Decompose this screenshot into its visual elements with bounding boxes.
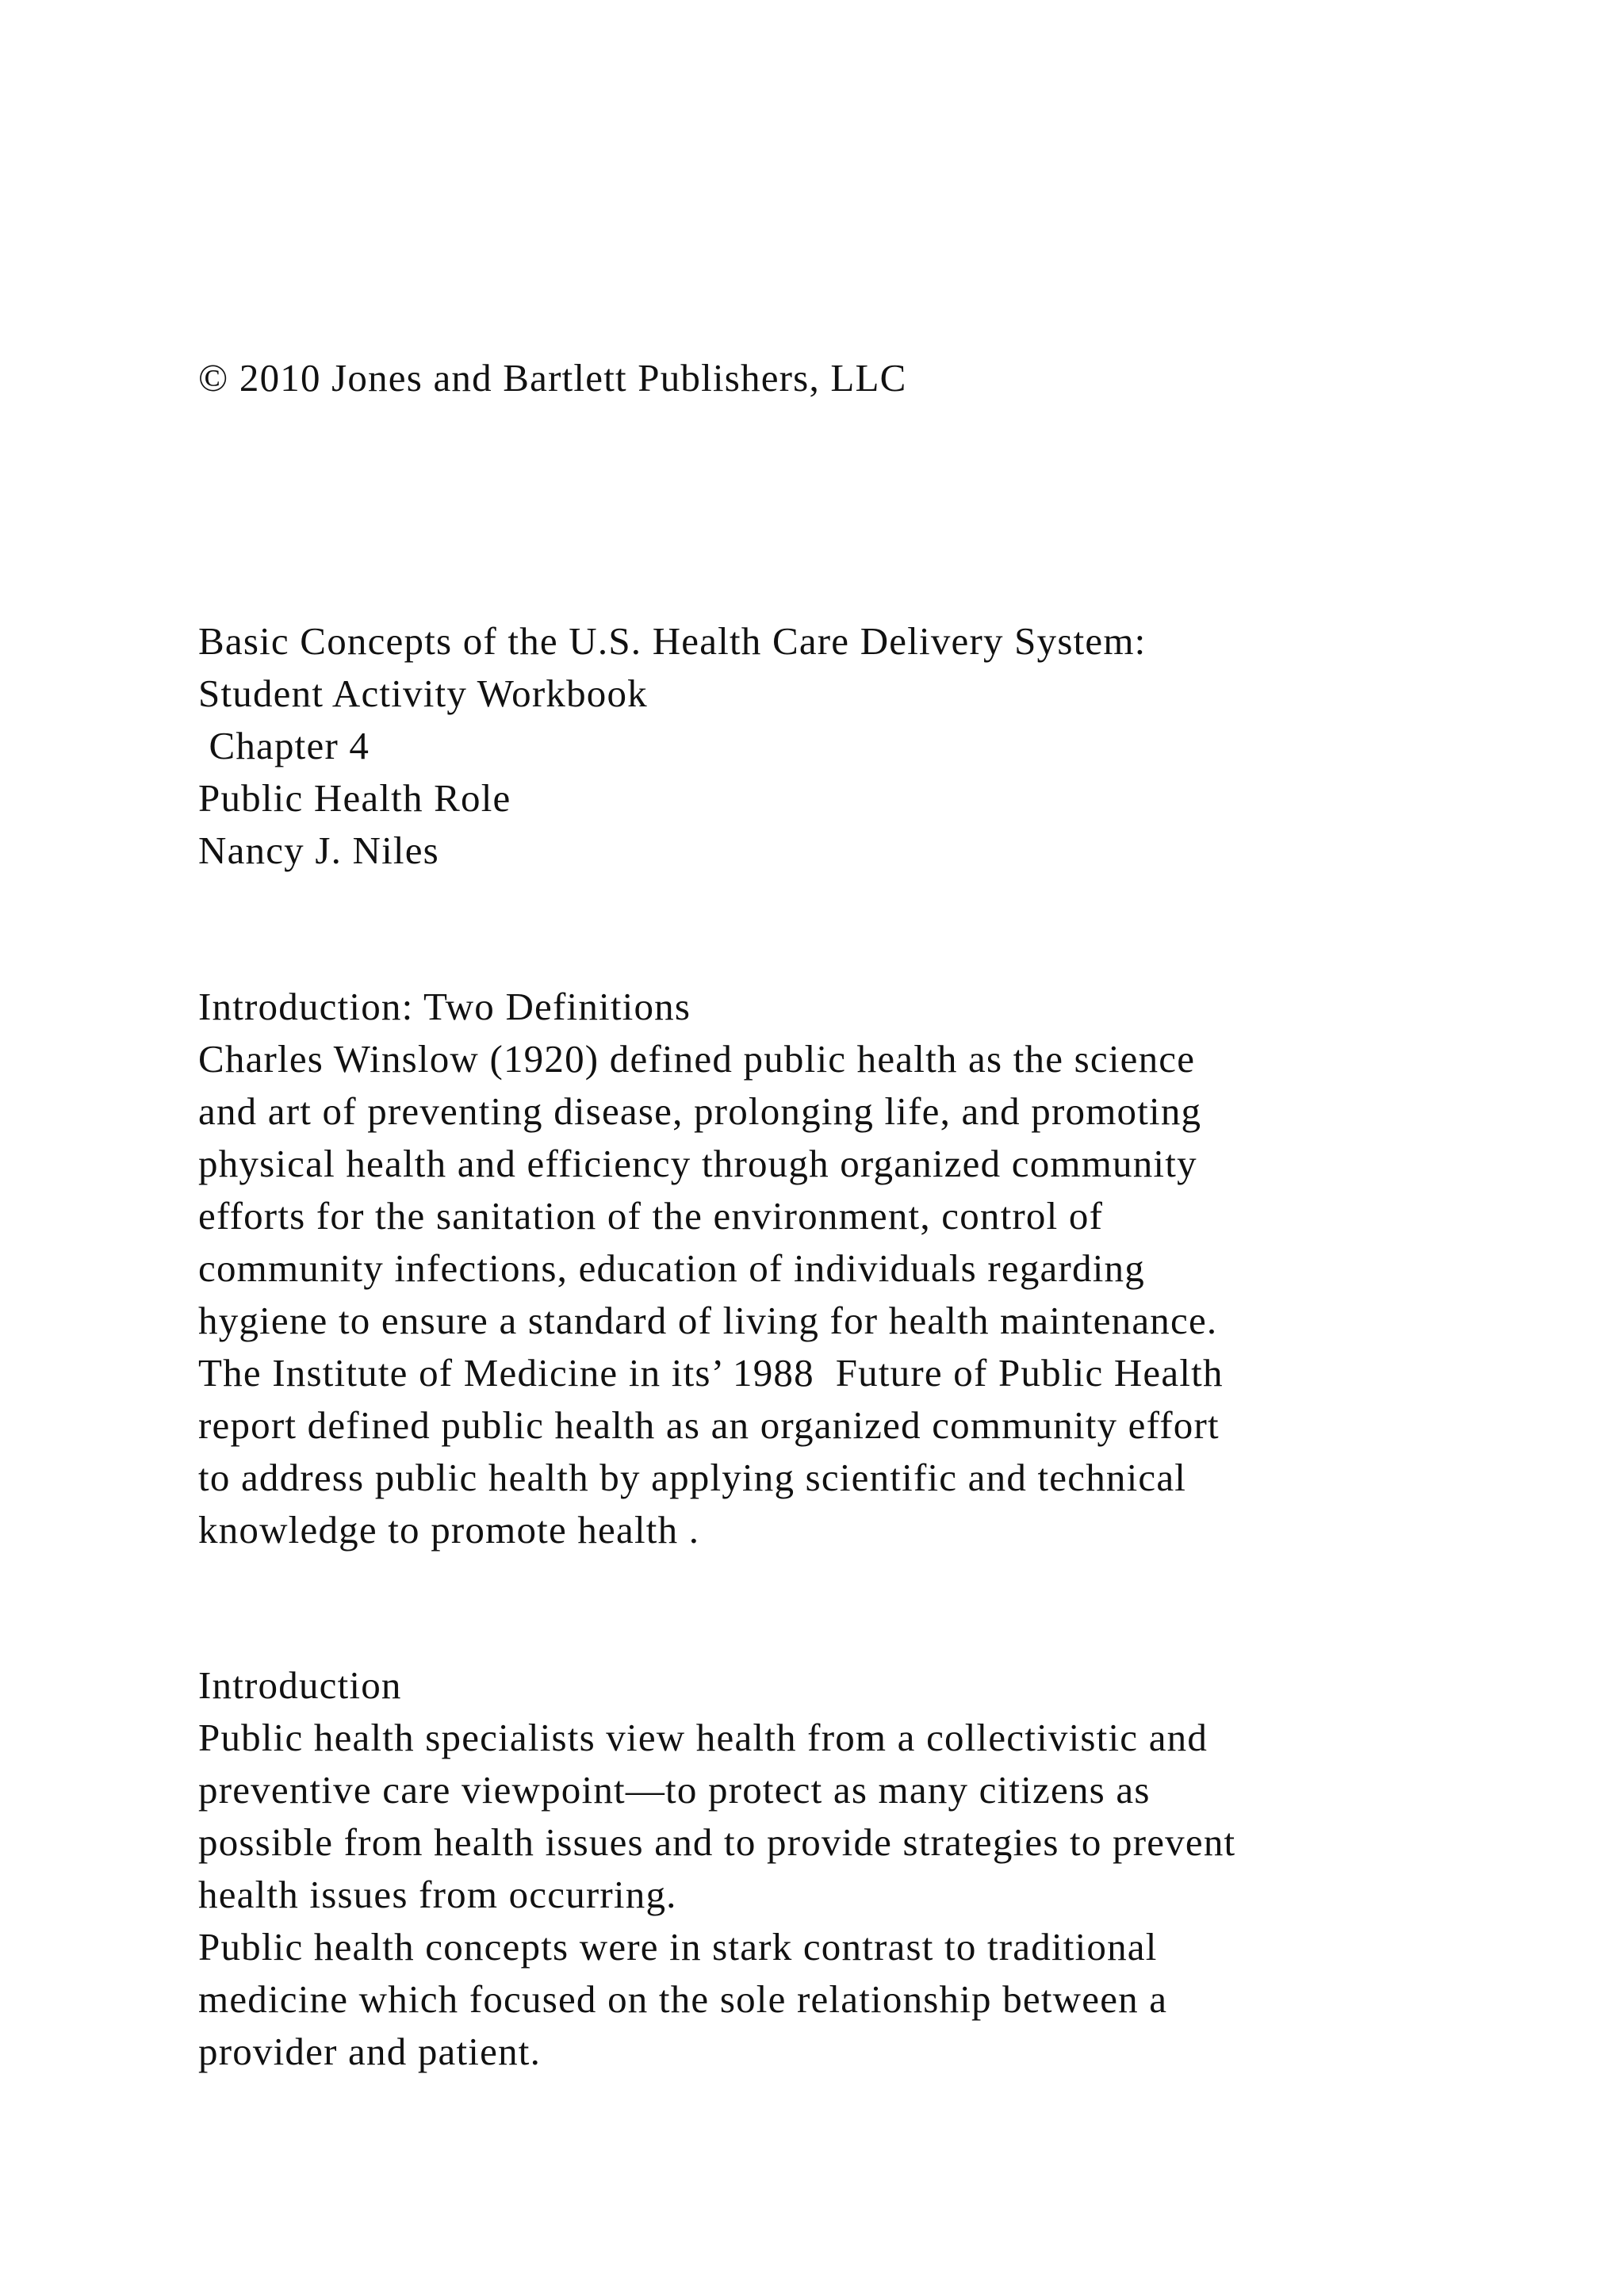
title-block <box>198 615 1481 877</box>
paragraph-line: hygiene to ensure a standard of living for health maintenance. <box>198 1299 1218 1342</box>
copyright-notice <box>198 352 1481 404</box>
paragraph-line: The Institute of Medicine in its’ 1988 Future of Public Health <box>198 1351 1224 1395</box>
paragraph-line: medicine which focused on the sole relationship between a <box>198 1977 1168 2021</box>
section-heading: Introduction <box>198 1663 402 1707</box>
paragraph-line: possible from health issues and to provide strategies to prevent <box>198 1820 1236 1864</box>
paragraph-line: preventive care viewpoint—to protect as many citizens as <box>198 1768 1151 1812</box>
paragraph-line: report defined public health as an organized community effort <box>198 1403 1220 1447</box>
paragraph-line: Charles Winslow (1920) defined public health as the science <box>198 1037 1196 1081</box>
section-two-definitions <box>198 981 1481 1556</box>
paragraph-line: health issues from occurring. <box>198 1873 677 1916</box>
chapter-number: Chapter 4 <box>198 724 370 767</box>
paragraph-line: physical health and efficiency through organized community <box>198 1142 1197 1185</box>
author-name: Nancy J. Niles <box>198 828 439 872</box>
section-introduction <box>198 1659 1481 2078</box>
paragraph-line: Public health concepts were in stark contrast to traditional <box>198 1925 1158 1969</box>
paragraph-line: efforts for the sanitation of the environment, control of <box>198 1194 1104 1238</box>
paragraph-line: and art of preventing disease, prolonging life, and promoting <box>198 1089 1202 1133</box>
chapter-title: Public Health Role <box>198 776 511 820</box>
paragraph-line: Public health specialists view health from a collectivistic and <box>198 1716 1208 1759</box>
paragraph-line: to address public health by applying scientific and technical <box>198 1456 1187 1499</box>
paragraph-line: provider and patient. <box>198 2030 542 2073</box>
paragraph-line: knowledge to promote health . <box>198 1508 700 1552</box>
book-title-line-2: Student Activity Workbook <box>198 672 648 715</box>
section-heading: Introduction: Two Definitions <box>198 985 691 1028</box>
paragraph-line: community infections, education of individuals regarding <box>198 1246 1145 1290</box>
book-title-line-1: Basic Concepts of the U.S. Health Care Delivery System: <box>198 619 1147 663</box>
copyright-line: © 2010 Jones and Bartlett Publishers, LLC <box>198 356 907 400</box>
